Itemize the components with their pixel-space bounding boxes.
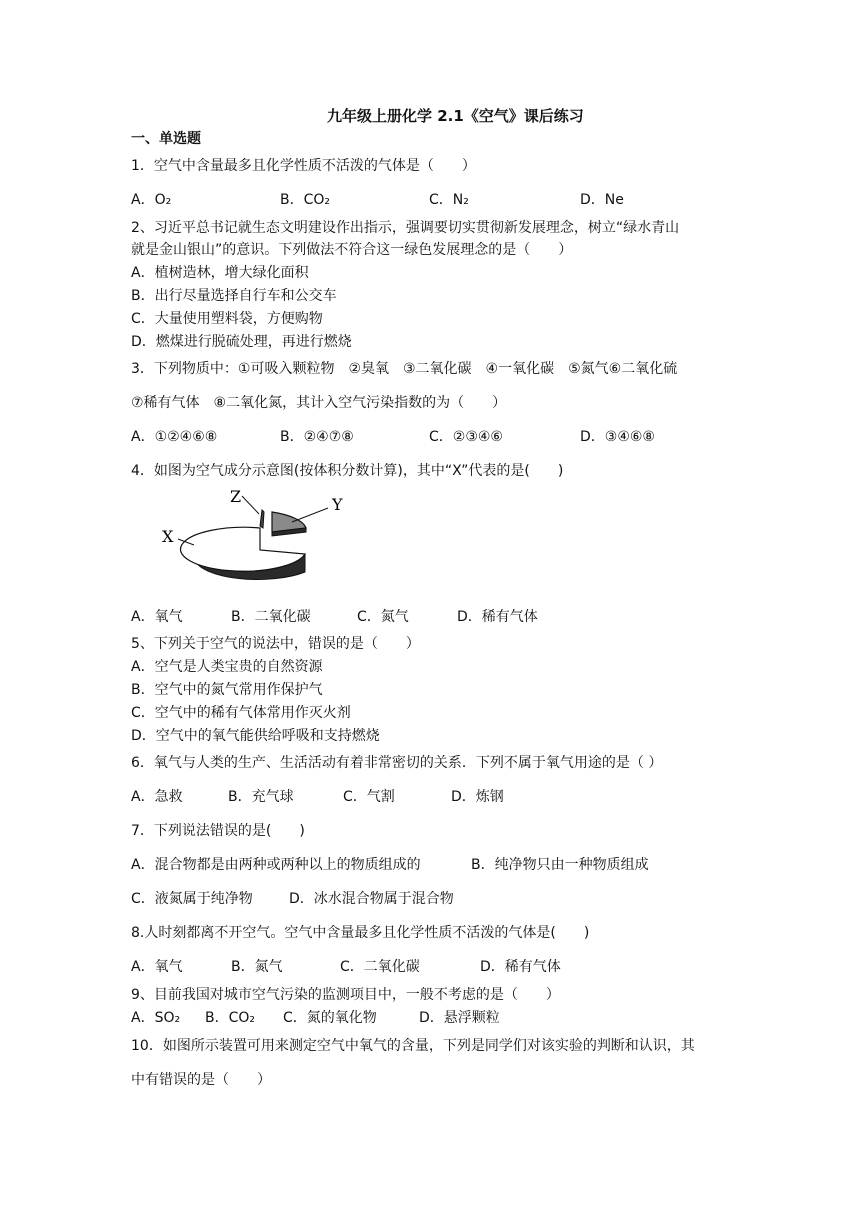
question-8-option-d[interactable]: D．稀有气体 — [480, 959, 561, 975]
question-3-option-d[interactable]: D．③④⑥⑧ — [580, 429, 655, 445]
question-3-option-c[interactable]: C．②③④⑥ — [429, 429, 503, 445]
question-6-option-d[interactable]: D．炼钢 — [451, 789, 504, 805]
question-3-option-a[interactable]: A．①②④⑥⑧ — [131, 429, 218, 445]
question-5-option-c[interactable]: C．空气中的稀有气体常用作灭火剂 — [131, 705, 351, 721]
question-7-stem: 7．下列说法错误的是( ) — [131, 823, 305, 839]
question-10-stem-line-2: 中有错误的是（ ） — [131, 1072, 271, 1088]
question-6-option-b[interactable]: B．充气球 — [228, 789, 294, 805]
question-5-option-b[interactable]: B．空气中的氮气常用作保护气 — [131, 682, 323, 698]
question-8-option-a[interactable]: A．氧气 — [131, 959, 183, 975]
question-6-option-a[interactable]: A．急救 — [131, 789, 183, 805]
pie-label-z: Z — [230, 487, 242, 506]
question-3-stem-line-2: ⑦稀有气体 ⑧二氧化氮，其计入空气污染指数的为（ ） — [131, 395, 507, 411]
question-10-stem-line-1: 10．如图所示装置可用来测定空气中氧气的含量，下列是同学们对该实验的判断和认识，其 — [131, 1038, 695, 1054]
question-4-option-c[interactable]: C．氮气 — [357, 609, 409, 625]
question-9-option-b[interactable]: B．CO₂ — [205, 1010, 256, 1026]
question-3-stem-line-1: 3．下列物质中：①可吸入颗粒物 ②臭氧 ③二氧化碳 ④一氧化碳 ⑤氮气⑥二氧化硫 — [131, 361, 678, 377]
question-9-option-a[interactable]: A．SO₂ — [131, 1010, 181, 1026]
pie-label-y: Y — [332, 495, 343, 514]
question-4-option-d[interactable]: D．稀有气体 — [457, 609, 538, 625]
question-2-stem-line-1: 2、习近平总书记就生态文明建设作出指示，强调要切实贯彻新发展理念，树立“绿水青山 — [131, 220, 680, 236]
question-2-option-b[interactable]: B．出行尽量选择自行车和公交车 — [131, 288, 337, 304]
question-8-option-c[interactable]: C．二氧化碳 — [340, 959, 420, 975]
question-2-option-d[interactable]: D．燃煤进行脱硫处理，再进行燃烧 — [131, 334, 352, 350]
question-8-option-b[interactable]: B．氮气 — [231, 959, 283, 975]
question-6-stem: 6．氧气与人类的生产、生活活动有着非常密切的关系．下列不属于氧气用途的是（ ） — [131, 755, 663, 771]
question-5-option-a[interactable]: A．空气是人类宝贵的自然资源 — [131, 659, 323, 675]
question-7-option-c[interactable]: C．液氮属于纯净物 — [131, 891, 253, 907]
air-composition-pie-figure — [150, 482, 360, 592]
page-title: 九年级上册化学 2.1《空气》课后练习 — [327, 107, 584, 125]
question-2-stem-line-2: 就是金山银山”的意识。下列做法不符合这一绿色发展理念的是（ ） — [131, 242, 573, 258]
question-2-option-c[interactable]: C．大量使用塑料袋，方便购物 — [131, 311, 323, 327]
section-heading: 一、单选题 — [131, 131, 201, 147]
question-1-option-b[interactable]: B．CO₂ — [280, 192, 331, 208]
question-3-option-b[interactable]: B．②④⑦⑧ — [280, 429, 354, 445]
question-2-option-a[interactable]: A．植树造林，增大绿化面积 — [131, 265, 309, 281]
question-4-option-a[interactable]: A．氧气 — [131, 609, 183, 625]
pie-label-x: X — [162, 527, 174, 546]
question-5-stem: 5、下列关于空气的说法中，错误的是（ ） — [131, 636, 420, 652]
question-1-option-c[interactable]: C．N₂ — [429, 192, 469, 208]
question-1-stem: 1．空气中含量最多且化学性质不活泼的气体是（ ） — [131, 158, 476, 174]
question-1-option-a[interactable]: A．O₂ — [131, 192, 172, 208]
question-8-stem: 8.人时刻都离不开空气。空气中含量最多且化学性质不活泼的气体是( ) — [131, 925, 590, 941]
question-4-stem: 4．如图为空气成分示意图(按体积分数计算)，其中“X”代表的是( ) — [131, 463, 564, 479]
question-7-option-d[interactable]: D．冰水混合物属于混合物 — [289, 891, 454, 907]
question-7-option-a[interactable]: A．混合物都是由两种或两种以上的物质组成的 — [131, 857, 421, 873]
question-9-stem: 9、目前我国对城市空气污染的监测项目中，一般不考虑的是（ ） — [131, 987, 560, 1003]
question-6-option-c[interactable]: C．气割 — [343, 789, 395, 805]
question-1-option-d[interactable]: D．Ne — [580, 192, 624, 208]
question-7-option-b[interactable]: B．纯净物只由一种物质组成 — [471, 857, 649, 873]
question-9-option-c[interactable]: C．氮的氧化物 — [283, 1010, 377, 1026]
question-5-option-d[interactable]: D．空气中的氧气能供给呼吸和支持燃烧 — [131, 728, 380, 744]
pie-slice-z — [260, 510, 264, 528]
question-4-option-b[interactable]: B．二氧化碳 — [231, 609, 311, 625]
question-9-option-d[interactable]: D．悬浮颗粒 — [419, 1010, 500, 1026]
